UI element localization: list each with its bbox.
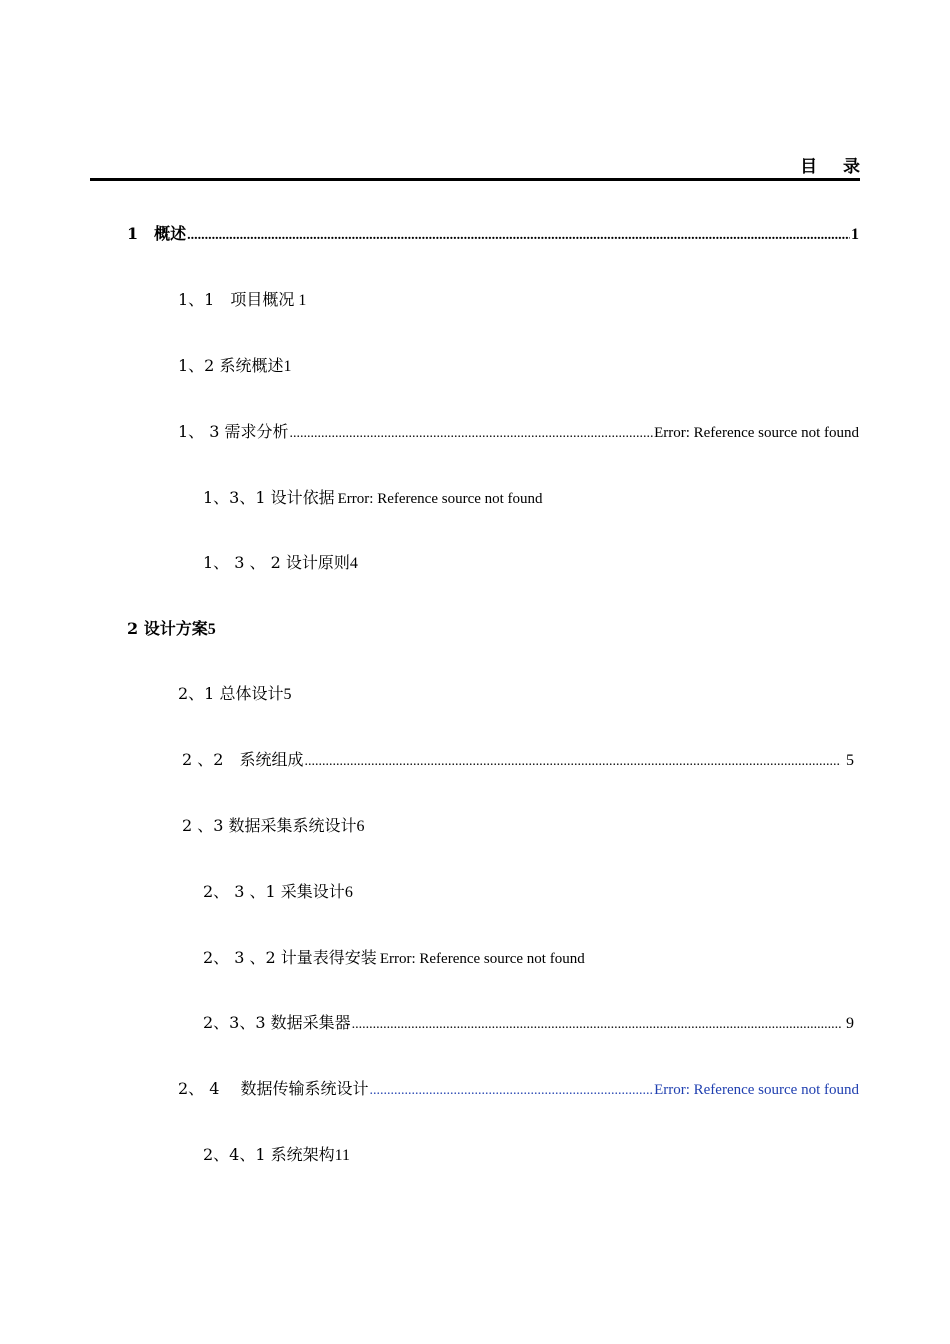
- toc-entry-page: Error: Reference source not found: [337, 491, 543, 507]
- toc-entry-page: 5: [846, 752, 854, 769]
- toc-entry-2-4[interactable]: [178, 1077, 859, 1101]
- toc-entry-page: 6: [344, 884, 353, 901]
- toc-leader: [352, 1013, 841, 1037]
- toc-entry-1-1[interactable]: [178, 288, 306, 312]
- toc-entry-label: 2 设计方案: [127, 619, 208, 638]
- toc-entry-label: 2、1 总体设计: [178, 684, 284, 703]
- toc-leader: [290, 422, 654, 446]
- toc-entry-1[interactable]: [127, 222, 859, 246]
- toc-entry-label: 2、4、1 系统架构: [203, 1145, 335, 1164]
- toc-entry-label: 1、3、1 设计依据: [203, 488, 335, 507]
- toc-entry-label: 2、 3 、1 采集设计: [203, 882, 345, 901]
- toc-entry-2[interactable]: [127, 617, 216, 641]
- toc-entry-label: 2 、2 系统组成: [182, 750, 304, 769]
- toc-entry-2-3-2[interactable]: [203, 946, 585, 970]
- toc-entry-page: 1: [851, 226, 859, 243]
- toc-entry-label: 2 、3 数据采集系统设计: [182, 816, 357, 835]
- toc-entry-page: 1: [283, 358, 292, 375]
- toc-entry-2-2[interactable]: [182, 748, 854, 772]
- toc-entry-label: 1、1 项目概况: [178, 290, 295, 309]
- toc-entry-page: Error: Reference source not found: [379, 951, 585, 967]
- toc-entry-2-4-1[interactable]: [203, 1143, 350, 1167]
- toc-entry-page: 5: [207, 621, 216, 638]
- toc-entry-page: 6: [356, 818, 365, 835]
- toc-entry-2-3-1[interactable]: [203, 880, 353, 904]
- toc-entry-page: Error: Reference source not found: [654, 425, 859, 441]
- toc-leader: [370, 1079, 654, 1103]
- toc-entry-label: 1 概述: [127, 224, 187, 243]
- toc-entry-2-1[interactable]: [178, 682, 291, 706]
- toc-entry-label: 1、2 系统概述: [178, 356, 284, 375]
- toc-entry-1-3-1[interactable]: [203, 486, 543, 510]
- toc-entry-1-3[interactable]: [178, 420, 859, 444]
- toc-entry-2-3-3[interactable]: [203, 1011, 854, 1035]
- toc-entry-label: 2、3、3 数据采集器: [203, 1013, 351, 1032]
- toc-header-title: 目 录: [800, 157, 870, 177]
- toc-entry-2-3[interactable]: [182, 814, 365, 838]
- toc-leader: [304, 750, 841, 774]
- toc-leader: [187, 224, 850, 248]
- toc-entry-page: 1: [298, 292, 307, 309]
- toc-entry-label: 1、 3 需求分析: [178, 422, 289, 441]
- toc-entry-1-2[interactable]: [178, 354, 291, 378]
- toc-entry-1-3-2[interactable]: [203, 551, 358, 575]
- toc-entry-page: 9: [846, 1015, 854, 1032]
- toc-entry-page: 5: [283, 686, 292, 703]
- toc-entry-page: 4: [349, 555, 358, 572]
- toc-entry-label: 2、 3 、2 计量表得安装: [203, 948, 377, 967]
- toc-entry-label: 1、 3 、 2 设计原则: [203, 553, 350, 572]
- toc-entry-page: 11: [334, 1147, 351, 1164]
- toc-entry-page: Error: Reference source not found: [654, 1082, 859, 1098]
- header-rule: [90, 178, 860, 181]
- toc-entry-label: 2、 4 数据传输系统设计: [178, 1079, 369, 1098]
